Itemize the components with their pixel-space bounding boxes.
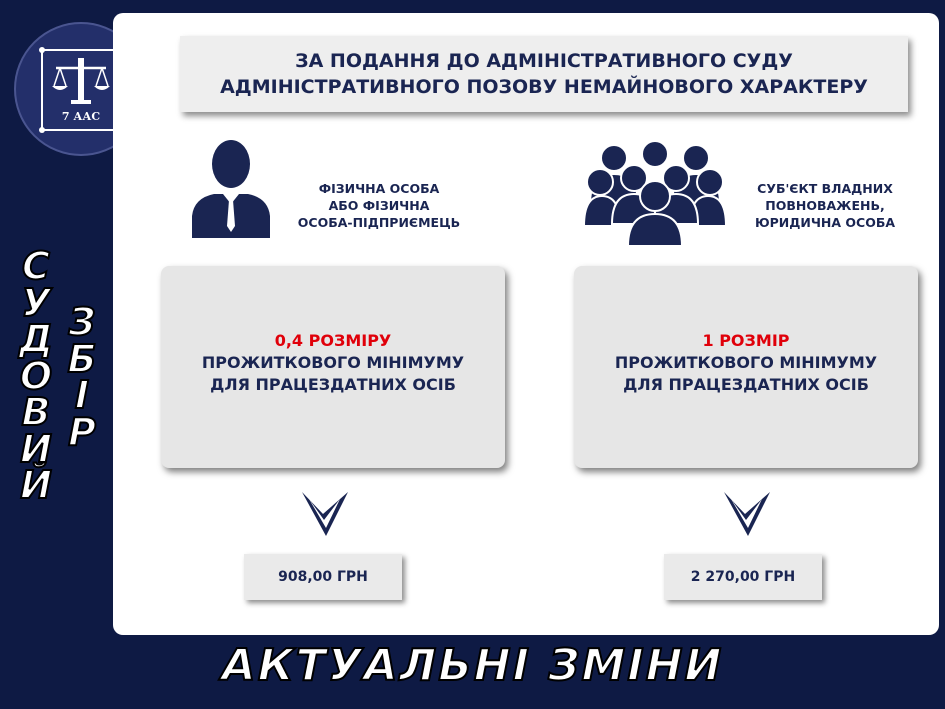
- left-rate-line2: ПРОЖИТКОВОГО МІНІМУМУ: [201, 353, 465, 372]
- right-rate-highlight: 1 РОЗМІР: [702, 331, 790, 350]
- person-caption: ФІЗИЧНА ОСОБА АБО ФІЗИЧНА ОСОБА-ПІДПРИЄМЕЦЬ: [297, 181, 461, 230]
- left-rate-card: [161, 266, 505, 468]
- logo-text: 7 ААС: [61, 110, 101, 123]
- vertical-word-zbir: З Б І Р: [67, 300, 97, 454]
- vertical-word-sudovyi: С У Д О В И Й: [19, 244, 53, 507]
- left-rate-line3: ДЛЯ ПРАЦЕЗДАТНИХ ОСІБ: [210, 375, 456, 394]
- page-title: ЗА ПОДАННЯ ДО АДМІНІСТРАТИВНОГО СУДУ АДМІНІСТРАТИВНОГО ПОЗОВУ НЕМАЙНОВОГО ХАРАКТЕРУ: [180, 36, 908, 112]
- person-icon: [190, 138, 272, 240]
- right-rate-line2: ПРОЖИТКОВОГО МІНІМУМУ: [614, 353, 878, 372]
- right-amount: 2 270,00 ГРН: [664, 554, 822, 600]
- right-rate-card: [574, 266, 918, 468]
- left-rate-highlight: 0,4 РОЗМІРУ: [274, 331, 392, 350]
- right-rate-line3: ДЛЯ ПРАЦЕЗДАТНИХ ОСІБ: [623, 375, 869, 394]
- group-caption: СУБ'ЄКТ ВЛАДНИХ ПОВНОВАЖЕНЬ, ЮРИДИЧНА ОСОБА: [754, 181, 896, 230]
- left-amount: 908,00 ГРН: [244, 554, 402, 600]
- footer-title: АКТУАЛЬНІ ЗМІНИ: [221, 640, 724, 691]
- group-icon: [584, 138, 726, 246]
- left-down-arrow-icon: [300, 490, 350, 540]
- right-down-arrow-icon: [722, 490, 772, 540]
